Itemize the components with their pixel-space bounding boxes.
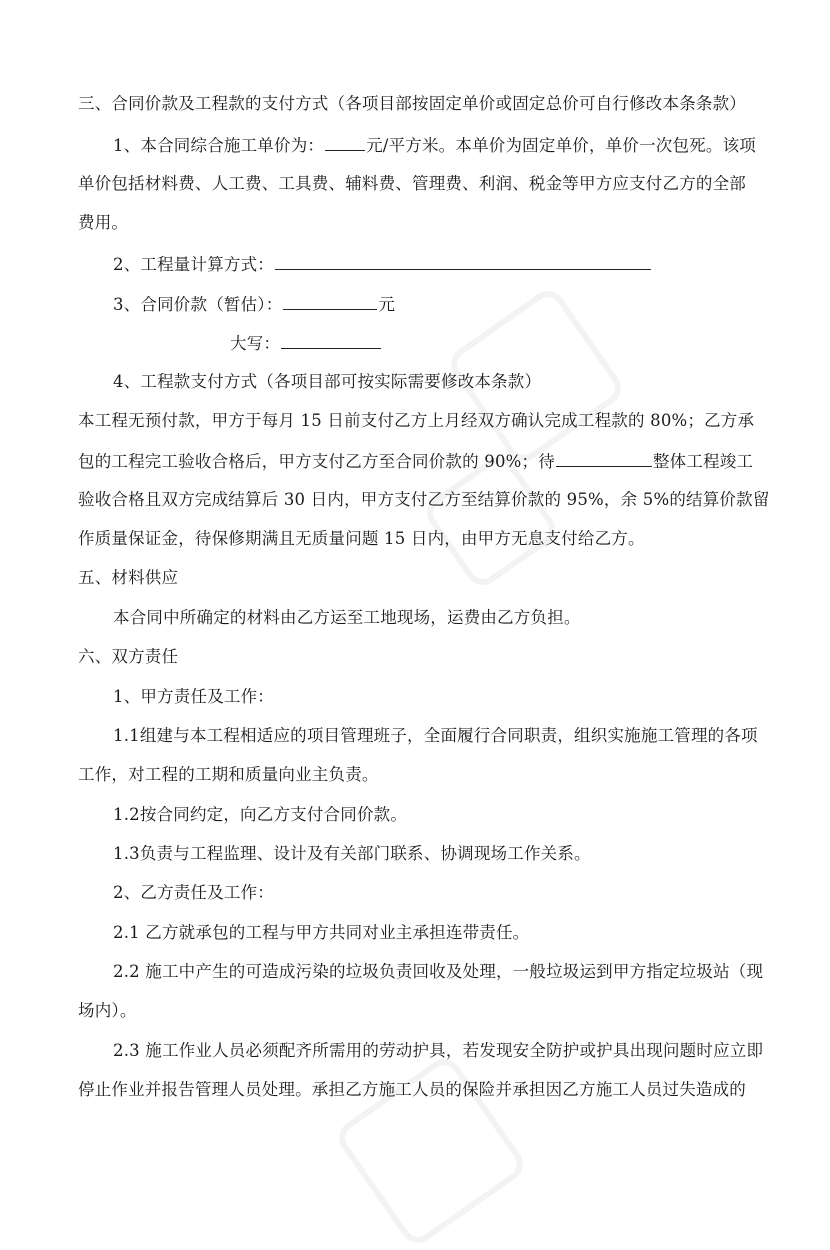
payment-line-2-tail: 整体工程竣工 (652, 452, 754, 471)
payment-line-4: 作质量保证金，待保修期满且无质量问题 15 日内，由甲方无息支付给乙方。 (78, 529, 645, 548)
clause-3-1-label: 1、本合同综合施工单价为： (113, 136, 325, 155)
section-5-text: 本合同中所确定的材料由乙方运至工地现场，运费由乙方负担。 (113, 608, 581, 627)
party-b-2-3-line-1: 2.3 施工作业人员必须配齐所需用的劳动护具，若发现安全防护或护具出现问题时应立即 (113, 1041, 764, 1060)
payment-line-2 (78, 448, 753, 472)
party-b-2-2-line-1: 2.2 施工中产生的可造成污染的垃圾负责回收及处理，一般垃圾运到甲方指定垃圾站（现 (113, 962, 764, 981)
section-5-heading: 五、材料供应 (78, 568, 179, 587)
party-a-1-2: 1.2按合同约定，向乙方支付合同价款。 (113, 805, 408, 824)
party-a-1-1-line-1: 1.1组建与本工程相适应的项目管理班子，全面履行合同职责，组织实施施工管理的各项 (113, 726, 758, 745)
party-b-title: 2、乙方责任及工作： (113, 883, 274, 902)
party-a-1-1-line-2: 工作，对工程的工期和质量向业主负责。 (78, 765, 379, 784)
payment-line-3: 验收合格且双方完成结算后 30 日内，甲方支付乙方至结算价款的 95%，余 5%的结算价款留 (78, 490, 770, 509)
party-b-2-1: 2.1 乙方就承包的工程与甲方共同对业主承担连带责任。 (113, 923, 530, 942)
party-a-1-3: 1.3负责与工程监理、设计及有关部门联系、协调现场工作关系。 (113, 844, 591, 863)
quantity-method-blank[interactable] (275, 251, 651, 270)
clause-3-4: 4、工程款支付方式（各项目部可按实际需要修改本条款） (113, 372, 542, 391)
clause-3-2-label: 2、工程量计算方式： (113, 255, 274, 274)
clause-3-1-line-3: 费用。 (78, 213, 129, 232)
section-6-heading: 六、双方责任 (78, 647, 179, 666)
clause-3-3 (113, 291, 395, 315)
unit-price-blank[interactable] (325, 132, 365, 151)
clause-3-1-text: 元/平方米。本单价为固定单价，单价一次包死。该项 (366, 136, 756, 155)
party-a-title: 1、甲方责任及工作： (113, 687, 274, 706)
capital-amount-label: 大写： (230, 334, 281, 353)
contract-price-blank[interactable] (283, 291, 377, 310)
yuan-unit: 元 (378, 295, 396, 314)
capital-amount-blank[interactable] (281, 330, 381, 349)
payment-line-1: 本工程无预付款，甲方于每月 15 日前支付乙方上月经双方确认完成工程款的 80%；乙方承 (78, 411, 755, 430)
party-b-2-3-line-2: 停止作业并报告管理人员处理。承担乙方施工人员的保险并承担因乙方施工人员过失造成的 (78, 1080, 746, 1099)
payment-blank[interactable] (556, 448, 652, 467)
payment-line-2-text: 包的工程完工验收合格后，甲方支付乙方至合同价款的 90%；待 (78, 452, 555, 471)
clause-3-1-line-1 (113, 132, 756, 156)
clause-3-1-line-2: 单价包括材料费、人工费、工具费、辅料费、管理费、利润、税金等甲方应支付乙方的全部 (78, 174, 746, 193)
capital-amount-row (230, 330, 382, 354)
clause-3-3-label: 3、合同价款（暂估）： (113, 295, 283, 314)
clause-3-2 (113, 251, 652, 275)
party-b-2-2-line-2: 场内）。 (78, 1001, 137, 1020)
section-3-heading: 三、合同价款及工程款的支付方式（各项目部按固定单价或固定总价可自行修改本条条款） (78, 94, 746, 113)
